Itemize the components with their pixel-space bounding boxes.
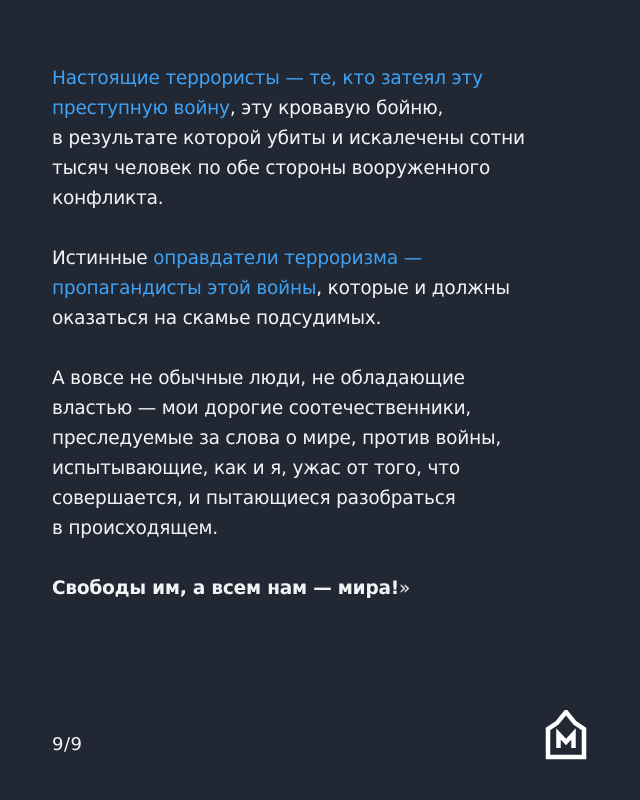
highlight-text: оправдатели терроризма — (153, 248, 422, 269)
body-text: Истинные (52, 248, 154, 269)
mediazona-m-logo-icon (545, 710, 587, 760)
body-text: оказаться на скамье подсудимых. (52, 308, 382, 329)
body-text: в происходящем. (52, 518, 218, 539)
body-text: , которые и должны (316, 278, 510, 299)
paragraph-2 (52, 244, 612, 334)
body-text: , эту кровавую бойню, (229, 98, 444, 119)
paragraph-3 (52, 364, 612, 544)
page-number: 9/9 (52, 734, 83, 755)
paragraph-4 (52, 574, 612, 604)
article-text (52, 64, 612, 604)
body-text: властью — мои дорогие соотечественники, (52, 398, 472, 419)
highlight-text: Настоящие террористы — те, кто затеял эту (52, 68, 483, 89)
body-text: А вовсе не обычные люди, не обладающие (52, 368, 465, 389)
body-text: испытывающие, как и я, ужас от того, что (52, 458, 460, 479)
closing-bold-text: Свободы им, а всем нам — мира! (52, 578, 400, 599)
body-text: преследуемые за слова о мире, против войны, (52, 428, 502, 449)
closing-quote: » (399, 578, 411, 599)
paragraph-1 (52, 64, 612, 214)
body-text: тысяч человек по обе стороны вооруженного (52, 158, 491, 179)
highlight-text: пропагандисты этой войны (52, 278, 317, 299)
body-text: в результате которой убиты и искалечены сотни (52, 128, 525, 149)
highlight-text: преступную войну (52, 98, 230, 119)
body-text: конфликта. (52, 188, 164, 209)
body-text: совершается, и пытающиеся разобраться (52, 488, 456, 509)
